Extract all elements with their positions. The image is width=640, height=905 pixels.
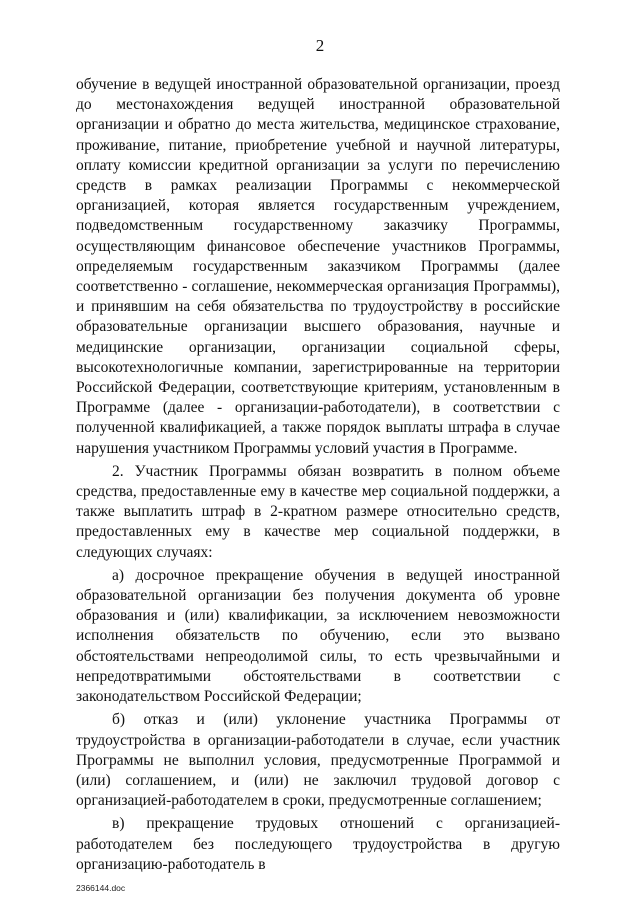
document-body (76, 75, 560, 875)
paragraph-item-2: 2. Участник Программы обязан возвратить в полном объеме средства, предоставленные ему в качестве мер социальной поддержки, а также выплатить штраф в 2-кратном размере относительно средств, предоставленных ему в качестве мер социальной поддержки, в следующих случаях: (76, 462, 560, 561)
paragraph-continuation: обучение в ведущей иностранной образовательной организации, проезд до местонахождения ведущей иностранной образовательной организации и обратно до места жительства, медицинское страхование, проживание, питание, приобретение учебной и научной литературы, оплату комиссии кредитной организации за услуги по перечислению средств в рамках реализации Программы с некоммерческой организацией, которая является государственным учреждением, подведомственным государственному заказчику Программы, осуществляющим финансовое обеспечение участников Программы, определяемым государственным заказчиком Программы (далее соответственно - соглашение, некоммерческая организация Программы), и принявшим на себя обязательства по трудоустройству в российские образовательные организации высшего образования, научные и медицинские организации, организации социальной сферы, высокотехнологичные компании, зарегистрированные на территории Российской Федерации, соответствующие критериям, установленным в Программе (далее - организации-работодатели), в соответствии с полученной квалификацией, а также порядок выплаты штрафа в случае нарушения участником Программы условий участия в Программе. (76, 76, 560, 457)
paragraph-subitem-b: б) отказ и (или) уклонение участника Программы от трудоустройства в организации-работодатели в случае, если участник Программы не выполнил условия, предусмотренные Программой и (или) соглашением, и (или) не заключил трудовой договор с организацией-работодателем в сроки, предусмотренные соглашением; (76, 711, 560, 810)
page-number: 2 (315, 36, 325, 55)
paragraph-subitem-a: а) досрочное прекращение обучения в ведущей иностранной образовательной организации без получения документа об уровне образования и (или) квалификации, за исключением невозможности исполнения обязательств по обучению, если это вызвано обстоятельствами непреодолимой силы, то есть чрезвычайными и непредотвратимыми обстоятельствами в соответствии с законодательством Российской Федерации; (76, 566, 560, 706)
paragraph-subitem-v: в) прекращение трудовых отношений с организацией-работодателем без последующего трудоустройства в другую организацию-работодатель в (76, 815, 560, 873)
footer-document-code: 2366144.doc (76, 883, 126, 893)
